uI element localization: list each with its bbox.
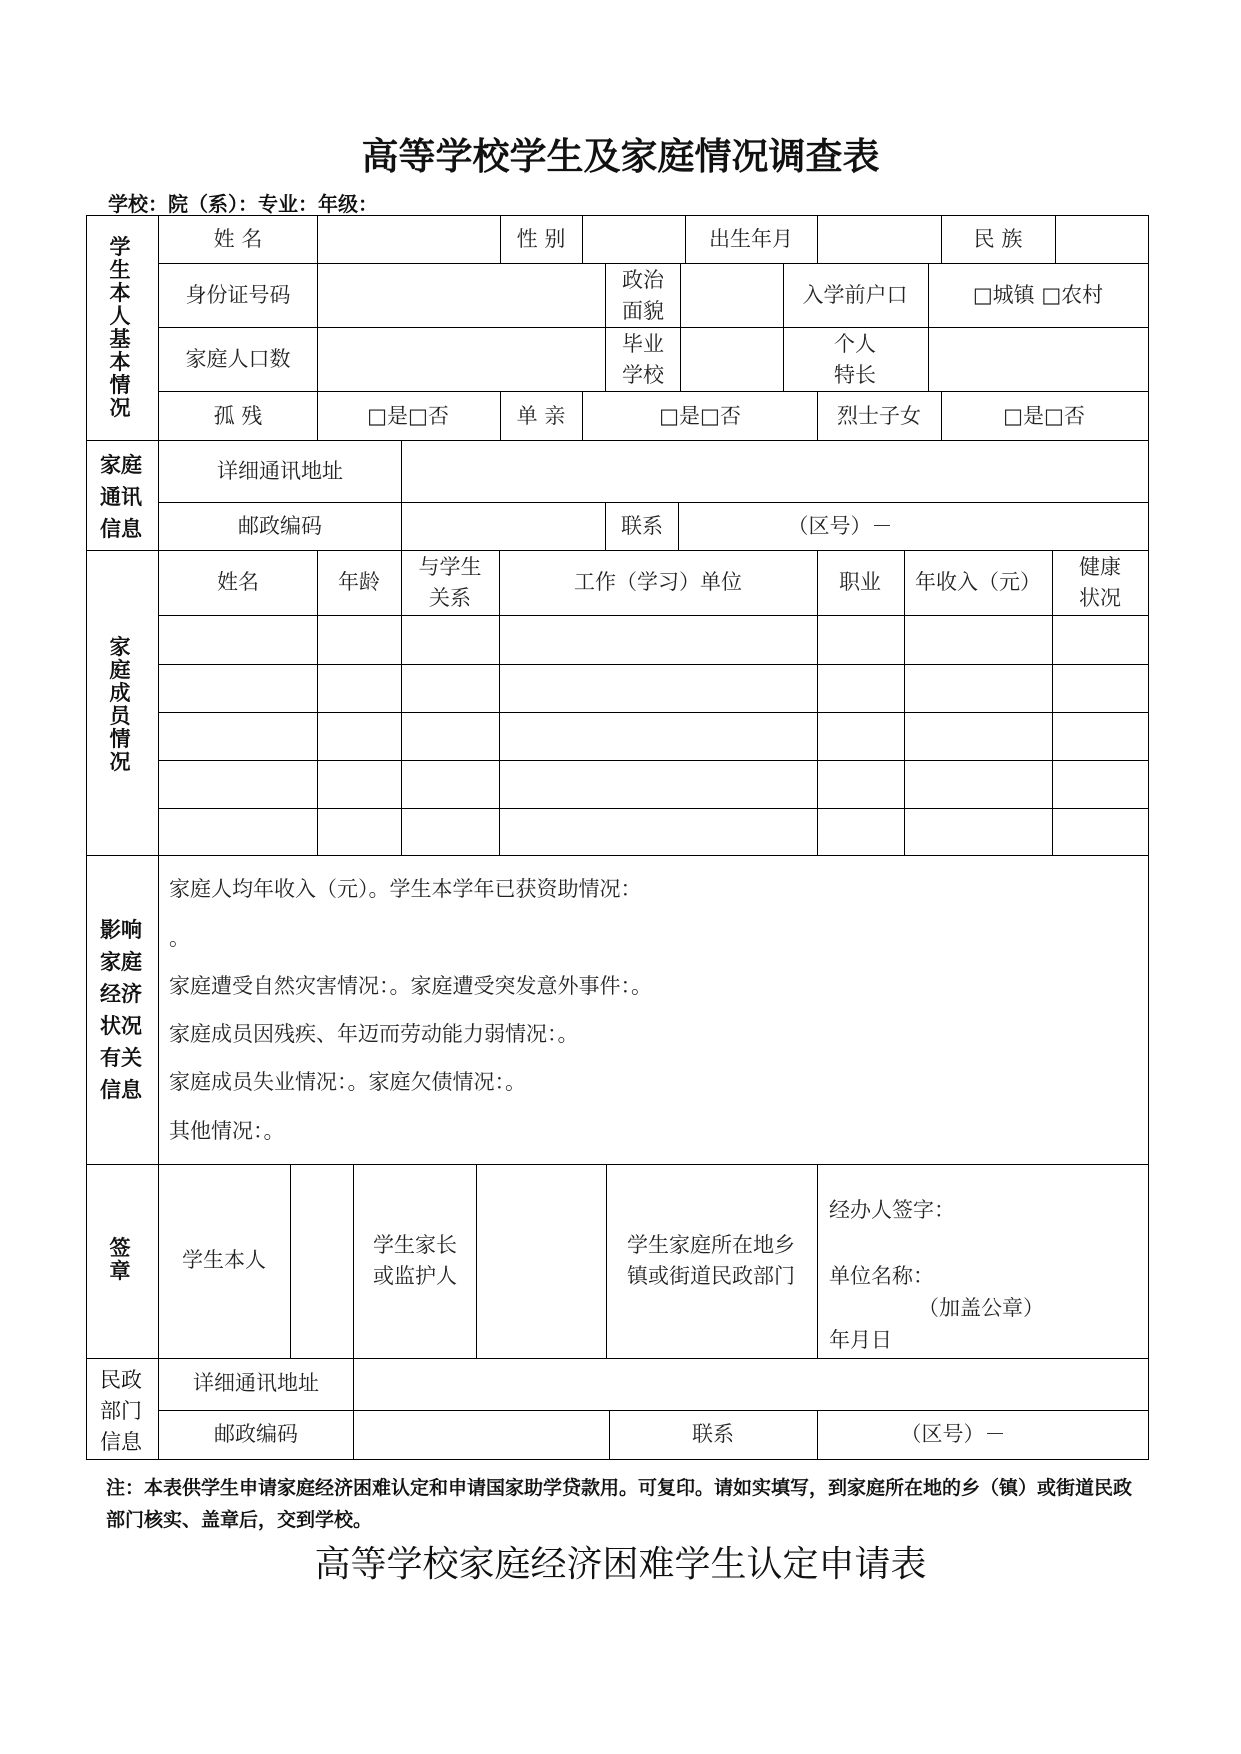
economy-line-unemployment: 家庭成员失业情况：。家庭欠债情况：。	[169, 1070, 526, 1094]
civil-address-label: 详细通讯地址	[193, 1371, 319, 1395]
civil-department-label-line2: 镇或街道民政部门	[627, 1264, 795, 1288]
form-note: 注：本表供学生申请家庭经济困难认定和申请国家助学贷款用。可复印。请如实填写，到家庭所在地的乡（镇）或街道民政部门核实、盖章后，交到学校。	[106, 1477, 1133, 1531]
martyr-child-yesno-checkbox[interactable]: □是□否	[1003, 404, 1085, 428]
student-signature-label: 学生本人	[182, 1248, 266, 1272]
single-parent-yesno-checkbox[interactable]: □是□否	[659, 404, 741, 428]
hukou-options[interactable]: □城镇 □农村	[972, 283, 1104, 307]
form-title: 高等学校学生及家庭情况调查表	[361, 135, 880, 178]
birth-date-label: 出生年月	[709, 227, 793, 251]
home-phone-label: 联系	[621, 514, 663, 538]
home-area-code: （区号）－	[787, 514, 893, 538]
political-status-label-line2: 面貌	[622, 299, 664, 323]
section-members-label: 家庭成员情况	[109, 635, 131, 774]
member-work-unit-header: 工作（学习）单位	[574, 570, 742, 594]
orphan-disabled-label: 孤 残	[213, 404, 263, 428]
talent-label-line1: 个人	[834, 332, 876, 356]
section-civil-label: 民政部门信息	[100, 1368, 142, 1454]
economy-line-continued: 。	[169, 926, 190, 950]
hukou-label: 入学前户口	[802, 283, 908, 307]
economy-line-income: 家庭人均年收入（元）。学生本学年已获资助情况：	[169, 877, 642, 901]
civil-postcode-label: 邮政编码	[214, 1422, 298, 1446]
family-size-label: 家庭人口数	[185, 347, 291, 371]
member-relation-header-line1: 与学生	[418, 555, 482, 579]
unit-name-label: 单位名称：	[829, 1264, 934, 1288]
ethnicity-label: 民 族	[973, 227, 1023, 251]
economy-line-disaster: 家庭遭受自然灾害情况：。家庭遭受突发意外事件：。	[169, 974, 652, 998]
home-postcode-label: 邮政编码	[238, 514, 322, 538]
official-stamp-note: （加盖公章）	[918, 1296, 1044, 1320]
civil-phone-label: 联系	[692, 1422, 734, 1446]
graduated-school-label-line1: 毕业	[622, 332, 664, 356]
section-economy-label: 影响家庭经济状况有关信息	[100, 918, 142, 1102]
member-age-header: 年龄	[338, 570, 380, 594]
member-relation-header-line2: 关系	[429, 586, 471, 610]
member-health-header-line2: 状况	[1079, 586, 1121, 610]
seal-date-label: 年月日	[829, 1328, 892, 1352]
single-parent-label: 单 亲	[516, 404, 566, 428]
civil-department-label-line1: 学生家庭所在地乡	[627, 1233, 795, 1257]
orphan-yesno-checkbox[interactable]: □是□否	[367, 404, 449, 428]
section-basic-info-label: 学生本人基本情况	[109, 235, 131, 420]
parent-signature-label-line2: 或监护人	[373, 1264, 457, 1288]
handler-signature-label: 经办人签字：	[829, 1198, 955, 1222]
gender-label: 性 别	[516, 227, 566, 251]
economy-line-disability: 家庭成员因残疾、年迈而劳动能力弱情况：。	[169, 1022, 579, 1046]
section-seal-label: 签章	[109, 1236, 131, 1283]
school-info-line: 学校：院（系）：专业：年级：	[108, 192, 378, 216]
graduated-school-label-line2: 学校	[622, 363, 664, 387]
id-number-label: 身份证号码	[185, 283, 291, 307]
martyr-child-label: 烈士子女	[837, 404, 921, 428]
member-name-header: 姓名	[217, 570, 259, 594]
next-form-title: 高等学校家庭经济困难学生认定申请表	[314, 1544, 927, 1585]
political-status-label-line1: 政治	[622, 268, 664, 292]
section-contact-label: 家庭通讯信息	[100, 453, 142, 541]
parent-signature-label-line1: 学生家长	[373, 1233, 457, 1257]
member-health-header-line1: 健康	[1079, 555, 1121, 579]
name-label: 姓 名	[213, 227, 263, 251]
member-job-header: 职业	[839, 570, 881, 594]
talent-label-line2: 特长	[834, 363, 876, 387]
member-income-header: 年收入（元）	[915, 570, 1041, 594]
civil-area-code: （区号）－	[900, 1422, 1006, 1446]
economy-line-other: 其他情况：。	[169, 1119, 285, 1143]
home-address-label: 详细通讯地址	[217, 459, 343, 483]
